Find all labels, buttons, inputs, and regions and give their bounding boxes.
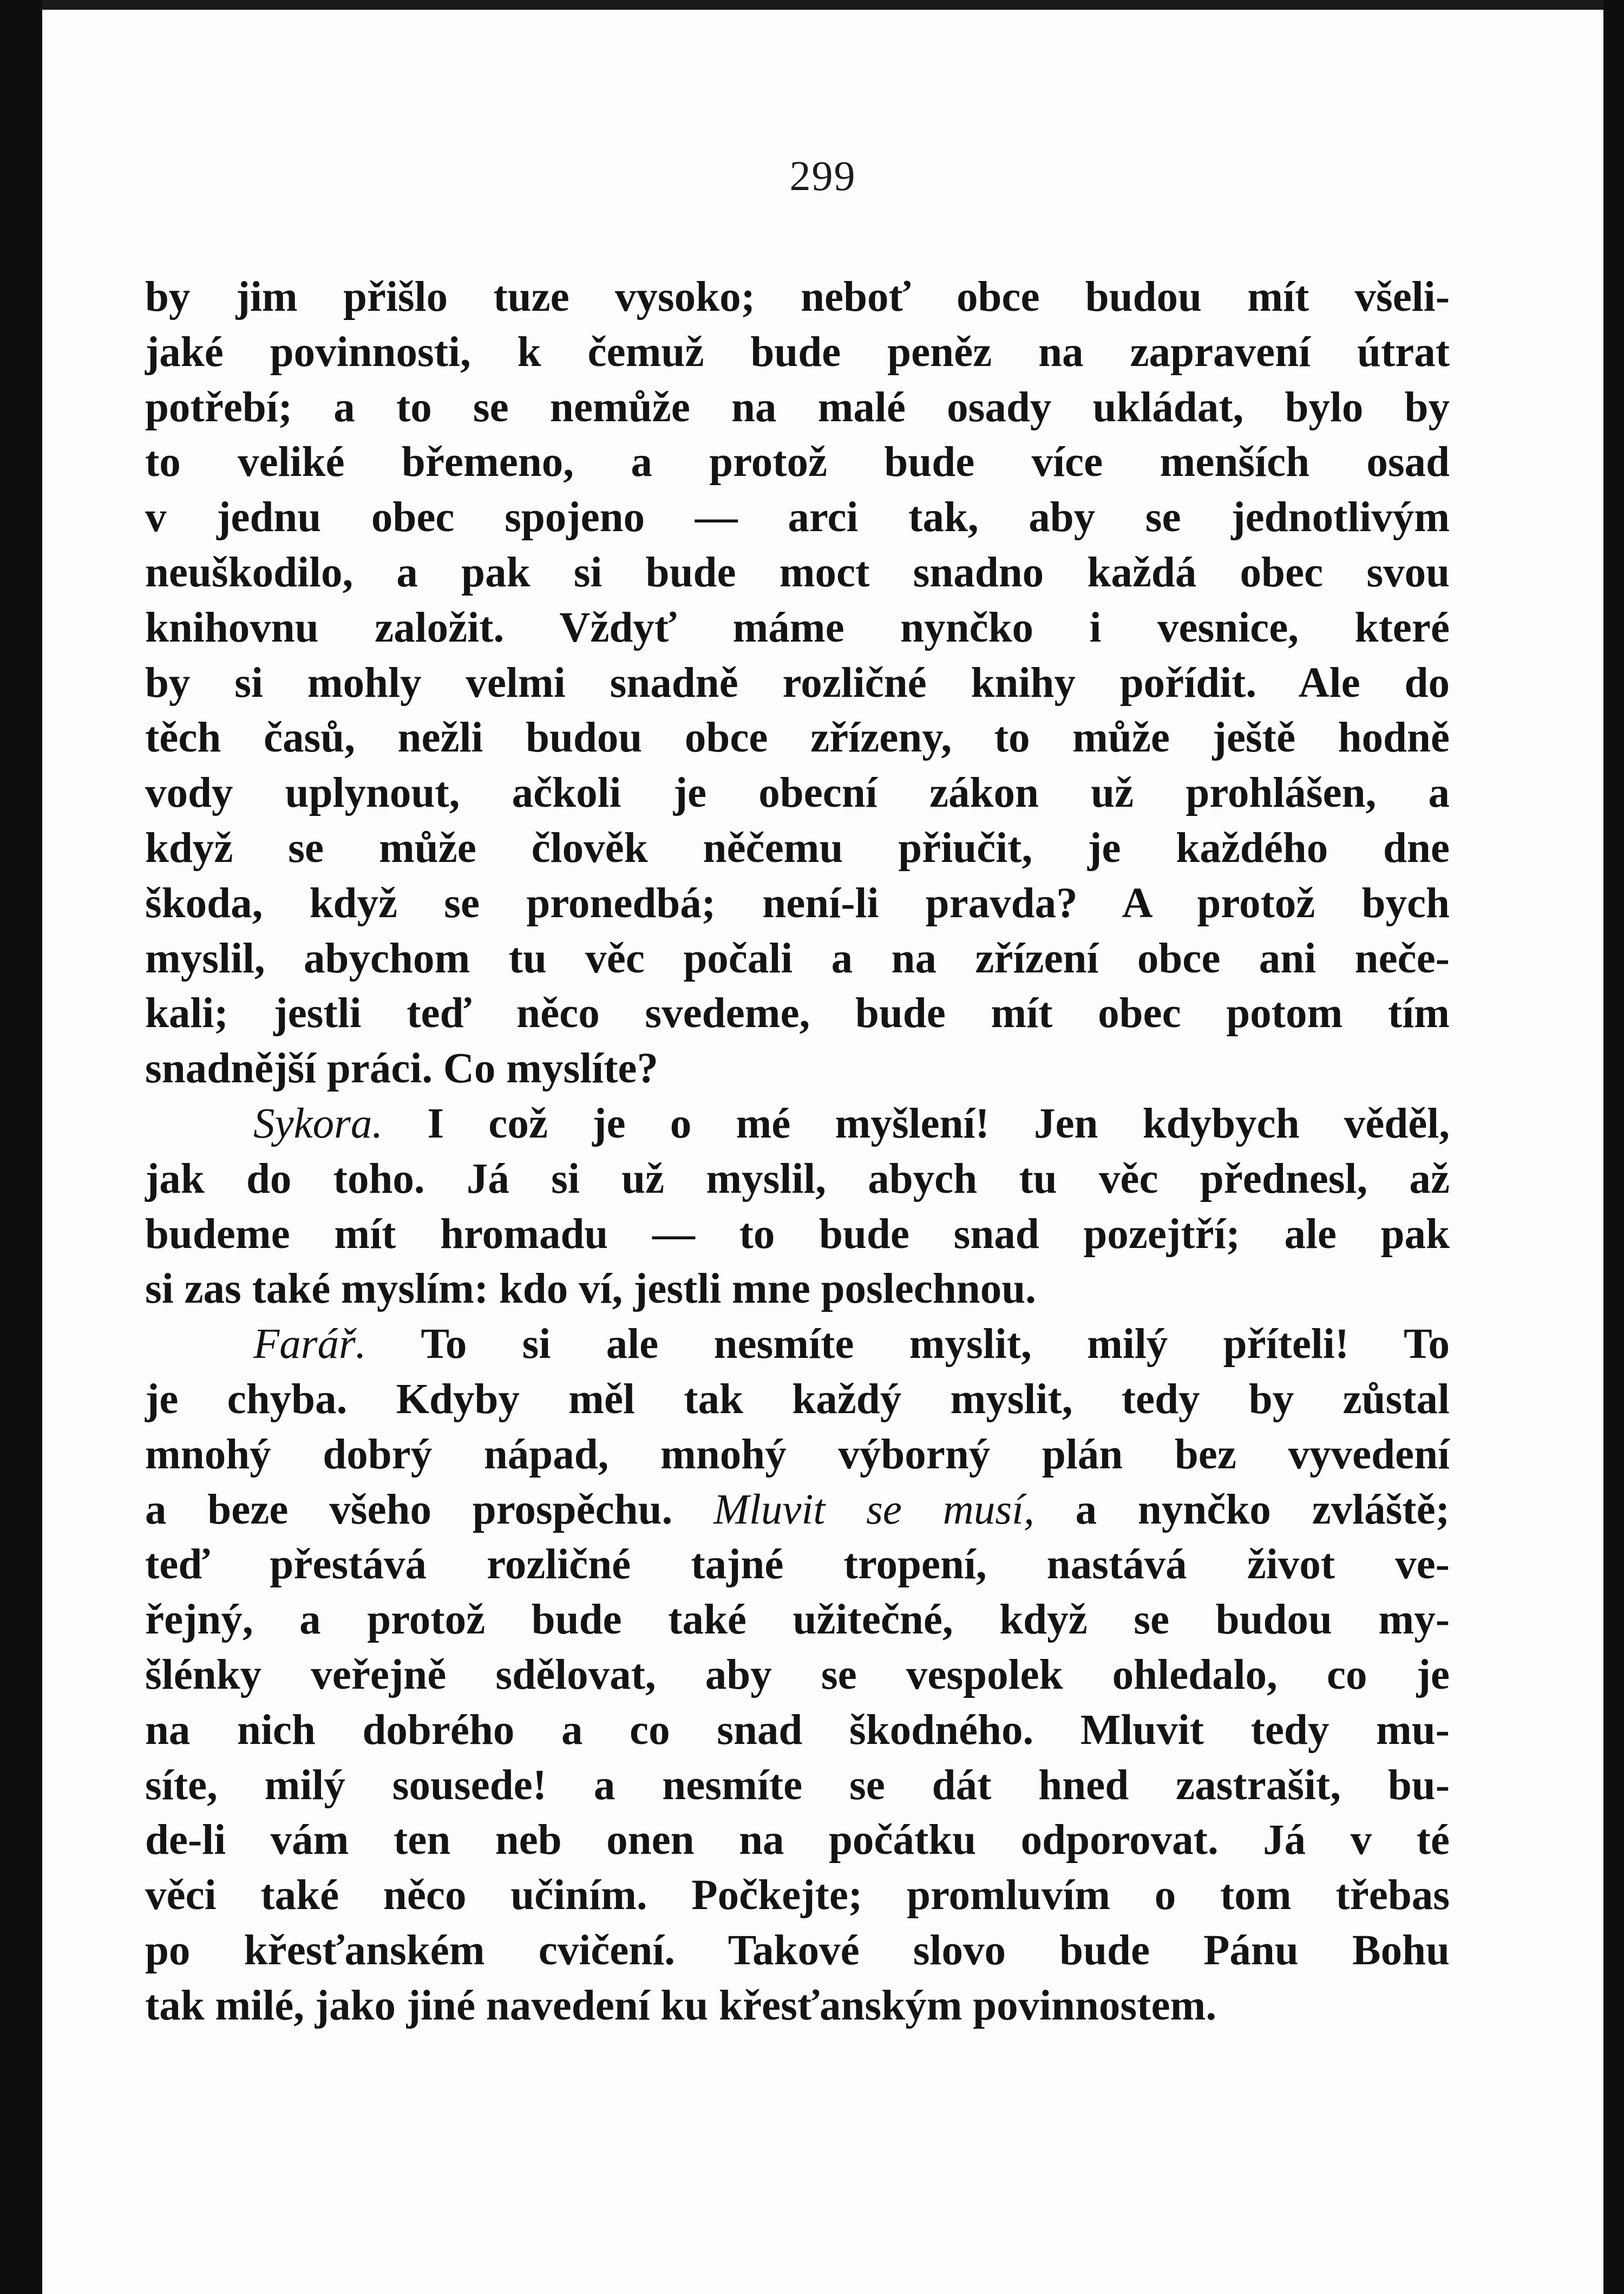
text-line: když se může člověk něčemu přiučit, je každého dne xyxy=(145,824,1450,872)
text-line: si zas také myslím: kdo ví, jestli mne poslechnou. xyxy=(145,1265,1036,1313)
text-line: těch časů, nežli budou obce zřízeny, to může ještě hodně xyxy=(145,714,1450,762)
text-line: tak milé, jako jiné navedení ku křesťanským povinnostem. xyxy=(145,1982,1217,2029)
text-line: škoda, když se pronedbá; není-li pravda? A protož bych xyxy=(145,879,1450,927)
text-line: jaké povinnosti, k čemuž bude peněz na zapravení útrat xyxy=(145,328,1450,376)
dialogue-line xyxy=(145,1317,1450,1372)
dialogue-line xyxy=(145,1096,1450,1152)
text-line: to veliké břemeno, a protož bude více menších osad xyxy=(145,439,1450,486)
text-line: v jednu obec spojeno — arci tak, aby se jednotlivým xyxy=(145,494,1450,541)
page-number: 299 xyxy=(789,152,856,199)
text-line: neuškodilo, a pak si bude moct snadno každá obec svou xyxy=(145,548,1450,596)
body-text xyxy=(145,270,1450,2034)
line-segment: a nynčko zvláště; xyxy=(1075,1486,1450,1533)
text-line: jak do toho. Já si už myslil, abych tu věc přednesl, až xyxy=(145,1155,1450,1202)
text-line: knihovnu založit. Vždyť máme nynčko i vesnice, které xyxy=(145,604,1450,651)
text-line: potřebí; a to se nemůže na malé osady ukládat, bylo by xyxy=(145,383,1450,431)
scan-edge-left xyxy=(0,0,42,2294)
line-segment: a beze všeho prospěchu. xyxy=(145,1486,673,1533)
text-line: vody uplynout, ačkoli je obecní zákon už prohlášen, a xyxy=(145,769,1450,817)
text-line: teď přestává rozličné tajné tropení, nastává život ve- xyxy=(145,1541,1450,1589)
scan-edge-right xyxy=(1603,0,1624,2294)
text-line-with-emphasis xyxy=(145,1482,1450,1538)
dialogue-text: To si ale nesmíte myslit, milý příteli! To xyxy=(421,1321,1450,1368)
text-line: myslil, abychom tu věc počali a na zřízení obce ani neče- xyxy=(145,934,1450,982)
text-line: mnohý dobrý nápad, mnohý výborný plán bez vyvedení xyxy=(145,1430,1450,1478)
text-line: je chyba. Kdyby měl tak každý myslit, tedy by zůstal xyxy=(145,1375,1450,1423)
text-line: síte, milý sousede! a nesmíte se dát hned zastrašit, bu- xyxy=(145,1761,1450,1809)
scan-edge-top xyxy=(0,0,1624,10)
text-line: kali; jestli teď něco svedeme, bude mít obec potom tím xyxy=(145,990,1450,1037)
text-line: de-li vám ten neb onen na počátku odporovat. Já v té xyxy=(145,1816,1450,1864)
dialogue-text: I což je o mé myšlení! Jen kdybych věděl, xyxy=(427,1100,1450,1147)
text-line: na nich dobrého a co snad škodného. Mluvit tedy mu- xyxy=(145,1706,1450,1754)
speaker-name: Sykora. xyxy=(253,1100,383,1147)
text-line: věci také něco učiním. Počkejte; promluvím o tom třebas xyxy=(145,1872,1450,1919)
text-line: by si mohly velmi snadně rozličné knihy pořídit. Ale do xyxy=(145,659,1450,707)
text-line: řejný, a protož bude také užitečné, když se budou my- xyxy=(145,1596,1450,1644)
text-line: budeme mít hromadu — to bude snad pozejtří; ale pak xyxy=(145,1210,1450,1258)
speaker-name: Farář. xyxy=(253,1321,366,1368)
emphasis-text: Mluvit se musí, xyxy=(713,1486,1034,1533)
text-line: šlénky veřejně sdělovat, aby se vespolek ohledalo, co je xyxy=(145,1651,1450,1698)
text-line: snadnější práci. Co myslíte? xyxy=(145,1045,658,1093)
text-line: by jim přišlo tuze vysoko; neboť obce budou mít všeli- xyxy=(145,273,1450,321)
text-line: po křesťanském cvičení. Takové slovo bude Pánu Bohu xyxy=(145,1926,1450,1974)
book-page xyxy=(42,10,1603,2294)
